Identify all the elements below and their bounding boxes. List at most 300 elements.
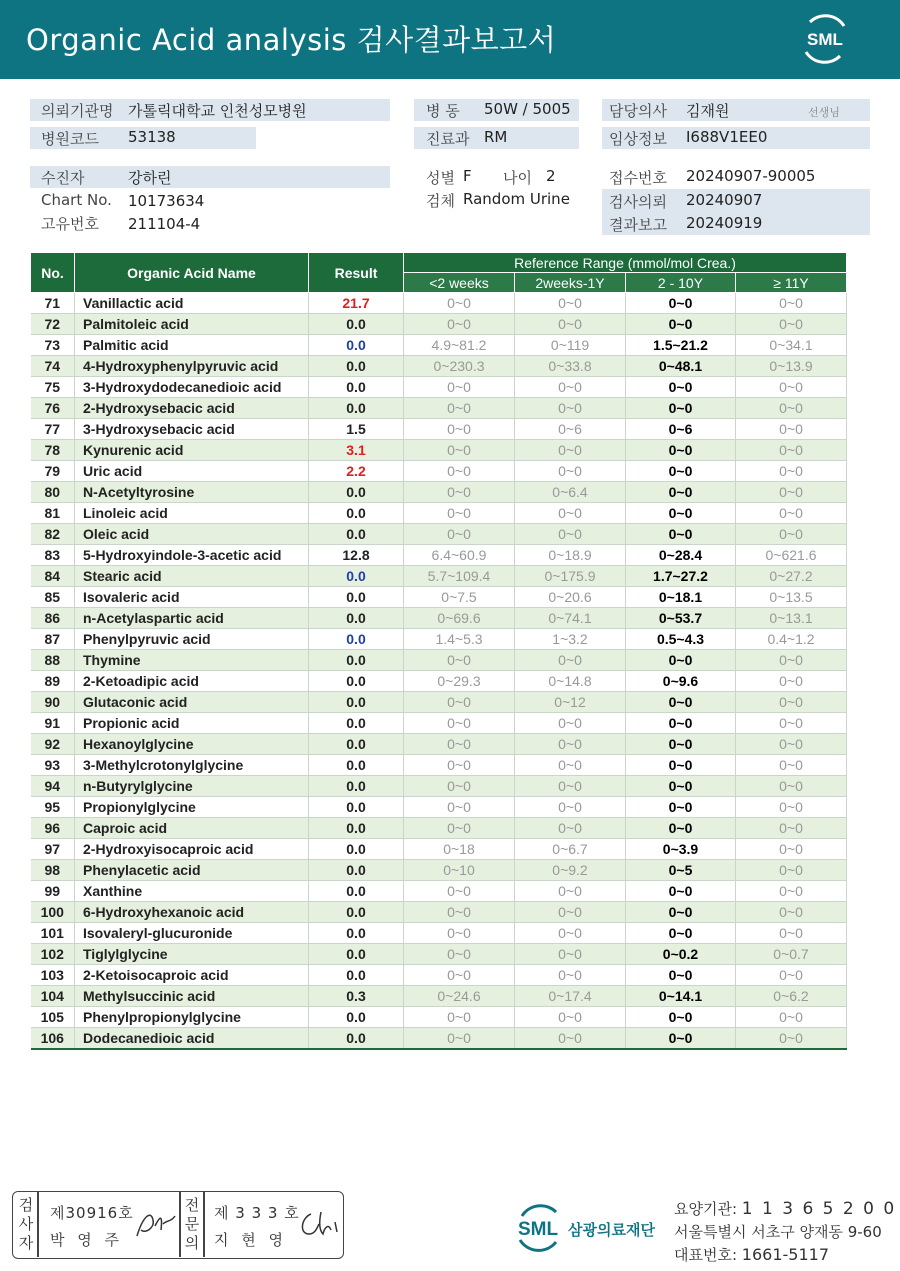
ref-range-2-10y: 0~18.1 [626,587,736,608]
inspector-name: 박 영 주 [50,1231,124,1249]
result-value: 0.0 [309,818,404,839]
ref-range-under-2-weeks: 0~0 [404,755,515,776]
sex-label: 성별 [426,169,455,187]
acid-name: 2-Hydroxysebacic acid [75,398,309,419]
ref-range-2-weeks-1y: 0~0 [515,923,626,944]
specialist-signature [295,1206,341,1242]
ref-range-2-weeks-1y: 0~0 [515,776,626,797]
care-code-label: 요양기관: [674,1200,738,1218]
ref-range-2-10y: 0~0 [626,902,736,923]
ref-range-2-10y: 0~0 [626,797,736,818]
table-row [31,797,847,818]
table-row [31,860,847,881]
ref-range-2-weeks-1y: 0~0 [515,377,626,398]
ref-range-2-weeks-1y: 0~0 [515,293,626,314]
table-row [31,629,847,650]
table-row [31,608,847,629]
result-value: 0.0 [309,965,404,986]
ref-range-under-2-weeks: 1.4~5.3 [404,629,515,650]
row-number: 81 [31,503,75,524]
ref-range-2-weeks-1y: 0~18.9 [515,545,626,566]
specialist-label-text: 전 문 의 [184,1196,200,1252]
header-age-group: 2weeks-1Y [515,273,626,293]
acid-name: Glutaconic acid [75,692,309,713]
table-row [31,503,847,524]
ref-range-under-2-weeks: 0~0 [404,503,515,524]
ref-range-2-weeks-1y: 0~175.9 [515,566,626,587]
result-value: 0.0 [309,671,404,692]
ref-range-11y-plus: 0~27.2 [736,566,847,587]
ref-range-2-weeks-1y: 0~0 [515,818,626,839]
result-value: 0.0 [309,713,404,734]
specimen-label: 검체 [426,192,455,210]
ref-range-under-2-weeks: 5.7~109.4 [404,566,515,587]
row-number: 92 [31,734,75,755]
ref-range-2-weeks-1y: 0~0 [515,503,626,524]
ref-range-2-weeks-1y: 0~0 [515,881,626,902]
row-number: 89 [31,671,75,692]
acid-name: Propionic acid [75,713,309,734]
row-number: 103 [31,965,75,986]
ref-range-2-10y: 0~0 [626,755,736,776]
ref-range-11y-plus: 0~0 [736,881,847,902]
result-value: 0.0 [309,776,404,797]
ref-range-2-10y: 0~0 [626,1007,736,1028]
table-row [31,923,847,944]
acid-name: Linoleic acid [75,503,309,524]
chart-label: Chart No. [41,191,112,209]
ref-range-under-2-weeks: 4.9~81.2 [404,335,515,356]
table-row [31,398,847,419]
table-row [31,650,847,671]
ref-range-under-2-weeks: 0~18 [404,839,515,860]
acid-name: Xanthine [75,881,309,902]
ward-label: 병 동 [426,102,460,120]
ref-range-under-2-weeks: 0~69.6 [404,608,515,629]
row-number: 80 [31,482,75,503]
row-number: 74 [31,356,75,377]
ward-value: 50W / 5005 [484,100,571,118]
ref-range-11y-plus: 0~0 [736,692,847,713]
result-value: 0.0 [309,734,404,755]
row-number: 94 [31,776,75,797]
acid-name: 6-Hydroxyhexanoic acid [75,902,309,923]
ref-range-2-10y: 0~0 [626,713,736,734]
receipt-value: 20240907-90005 [686,167,816,185]
ref-range-11y-plus: 0~0 [736,398,847,419]
acid-name: Stearic acid [75,566,309,587]
result-value: 0.0 [309,1007,404,1028]
ref-range-11y-plus: 0~13.1 [736,608,847,629]
ref-range-2-weeks-1y: 0~6 [515,419,626,440]
result-value: 0.0 [309,650,404,671]
ref-range-under-2-weeks: 0~0 [404,419,515,440]
ref-range-under-2-weeks: 0~0 [404,1028,515,1049]
result-value: 21.7 [309,293,404,314]
request-value: 20240907 [686,191,763,209]
ref-range-11y-plus: 0~0 [736,713,847,734]
ref-range-2-10y: 0~0 [626,734,736,755]
ref-range-11y-plus: 0~0 [736,839,847,860]
acid-name: Vanillactic acid [75,293,309,314]
result-value: 0.0 [309,839,404,860]
ref-range-11y-plus: 0~0 [736,650,847,671]
ref-range-2-weeks-1y: 0~9.2 [515,860,626,881]
ref-range-under-2-weeks: 0~0 [404,398,515,419]
ref-range-2-10y: 0~0 [626,1028,736,1049]
ref-range-11y-plus: 0~0 [736,293,847,314]
clinical-value: I688V1EE0 [686,128,768,146]
acid-name: 4-Hydroxyphenylpyruvic acid [75,356,309,377]
unique-value: 211104-4 [128,215,201,233]
row-number: 95 [31,797,75,818]
ref-range-2-weeks-1y: 0~0 [515,734,626,755]
table-row [31,839,847,860]
ref-range-2-10y: 0~6 [626,419,736,440]
ref-range-11y-plus: 0~0 [736,797,847,818]
sml-logo-icon [796,12,854,66]
ref-range-2-weeks-1y: 0~0 [515,902,626,923]
inspector-license: 제30916호 [50,1204,134,1222]
ref-range-2-weeks-1y: 0~33.8 [515,356,626,377]
row-number: 72 [31,314,75,335]
age-value: 2 [546,167,556,185]
doctor-label: 담당의사 [609,102,667,120]
divider [37,1192,39,1257]
ref-range-11y-plus: 0~0 [736,776,847,797]
acid-name: 2-Ketoadipic acid [75,671,309,692]
ref-range-2-10y: 0~0 [626,776,736,797]
row-number: 85 [31,587,75,608]
ref-range-11y-plus: 0~0 [736,671,847,692]
row-number: 105 [31,1007,75,1028]
dept-value: RM [484,128,508,146]
ref-range-2-10y: 0.5~4.3 [626,629,736,650]
ref-range-2-10y: 0~0 [626,692,736,713]
report-value: 20240919 [686,214,763,232]
table-row [31,713,847,734]
table-row [31,818,847,839]
ref-range-2-10y: 0~3.9 [626,839,736,860]
ref-range-2-10y: 1.5~21.2 [626,335,736,356]
patient-value: 강하린 [128,169,172,187]
request-label: 검사의뢰 [609,193,667,211]
row-number: 86 [31,608,75,629]
row-number: 101 [31,923,75,944]
care-code [674,1198,896,1219]
acid-name: Dodecanedioic acid [75,1028,309,1049]
institution-value: 가톨릭대학교 인천성모병원 [128,102,307,120]
result-value: 0.0 [309,692,404,713]
header-age-group: 2 - 10Y [626,273,736,293]
chart-value: 10173634 [128,192,205,210]
acid-name: Uric acid [75,461,309,482]
table-row [31,944,847,965]
header-ref-range: Reference Range (mmol/mol Crea.) [404,253,847,273]
ref-range-11y-plus: 0~0 [736,818,847,839]
result-value: 0.0 [309,944,404,965]
acid-name: Phenylpropionylglycine [75,1007,309,1028]
ref-range-2-10y: 0~0 [626,524,736,545]
ref-range-11y-plus: 0~0 [736,461,847,482]
table-row [31,545,847,566]
ref-range-2-weeks-1y: 0~12 [515,692,626,713]
ref-range-2-weeks-1y: 0~0 [515,314,626,335]
ref-range-under-2-weeks: 0~230.3 [404,356,515,377]
ref-range-2-weeks-1y: 0~0 [515,755,626,776]
header-result: Result [309,253,404,293]
ref-range-11y-plus: 0~13.9 [736,356,847,377]
table-row [31,692,847,713]
ref-range-2-10y: 0~0 [626,965,736,986]
acid-name: Palmitic acid [75,335,309,356]
ref-range-2-10y: 1.7~27.2 [626,566,736,587]
ref-range-11y-plus: 0~621.6 [736,545,847,566]
row-number: 79 [31,461,75,482]
table-row [31,965,847,986]
table-row [31,734,847,755]
acid-name: Thymine [75,650,309,671]
table-row [31,587,847,608]
acid-name: 2-Ketoisocaproic acid [75,965,309,986]
acid-name: N-Acetyltyrosine [75,482,309,503]
result-value: 0.0 [309,923,404,944]
ref-range-11y-plus: 0~0 [736,965,847,986]
institution-label: 의뢰기관명 [41,102,114,120]
ref-range-11y-plus: 0~0 [736,314,847,335]
ref-range-2-10y: 0~0 [626,398,736,419]
ref-range-under-2-weeks: 0~0 [404,797,515,818]
ref-range-under-2-weeks: 0~0 [404,776,515,797]
acid-name: Caproic acid [75,818,309,839]
header-age-group: <2 weeks [404,273,515,293]
row-number: 71 [31,293,75,314]
ref-range-2-10y: 0~28.4 [626,545,736,566]
ref-range-2-10y: 0~0 [626,881,736,902]
unique-label: 고유번호 [41,215,99,233]
header-name: Organic Acid Name [75,253,309,293]
acid-name: Isovaleric acid [75,587,309,608]
ref-range-under-2-weeks: 0~24.6 [404,986,515,1007]
ref-range-11y-plus: 0~0 [736,524,847,545]
ref-range-2-weeks-1y: 1~3.2 [515,629,626,650]
ref-range-under-2-weeks: 0~0 [404,818,515,839]
table-row [31,440,847,461]
ref-range-2-weeks-1y: 0~0 [515,713,626,734]
ref-range-2-10y: 0~0 [626,461,736,482]
result-value: 0.3 [309,986,404,1007]
result-value: 0.0 [309,566,404,587]
ref-range-2-weeks-1y: 0~0 [515,440,626,461]
table-row [31,314,847,335]
acid-name: n-Butyrylglycine [75,776,309,797]
specialist-label [181,1196,203,1253]
acid-name: n-Acetylaspartic acid [75,608,309,629]
row-number: 87 [31,629,75,650]
result-value: 0.0 [309,587,404,608]
svg-text:SML: SML [517,1219,559,1240]
doctor-suffix: 선생님 [808,106,840,119]
ref-range-11y-plus: 0~0 [736,482,847,503]
acid-name: 3-Methylcrotonylglycine [75,755,309,776]
ref-range-11y-plus: 0~0 [736,419,847,440]
result-value: 0.0 [309,335,404,356]
ref-range-2-weeks-1y: 0~0 [515,650,626,671]
table-row [31,377,847,398]
ref-range-2-weeks-1y: 0~0 [515,461,626,482]
row-number: 102 [31,944,75,965]
ref-range-under-2-weeks: 0~10 [404,860,515,881]
ref-range-under-2-weeks: 0~0 [404,923,515,944]
ref-range-11y-plus: 0~0 [736,923,847,944]
result-value: 3.1 [309,440,404,461]
acid-name: Kynurenic acid [75,440,309,461]
clinical-label: 임상정보 [609,130,667,148]
result-value: 0.0 [309,797,404,818]
ref-range-11y-plus: 0~0 [736,440,847,461]
ref-range-under-2-weeks: 0~0 [404,965,515,986]
acid-name: Isovaleryl-glucuronide [75,923,309,944]
ref-range-2-weeks-1y: 0~0 [515,965,626,986]
table-row [31,902,847,923]
result-value: 0.0 [309,1028,404,1049]
table-row [31,755,847,776]
row-number: 96 [31,818,75,839]
ref-range-2-10y: 0~0 [626,650,736,671]
row-number: 78 [31,440,75,461]
ref-range-under-2-weeks: 0~0 [404,314,515,335]
ref-range-11y-plus: 0~0 [736,377,847,398]
acid-name: Tiglylglycine [75,944,309,965]
ref-range-11y-plus: 0~0 [736,1028,847,1049]
ref-range-2-10y: 0~0 [626,818,736,839]
ref-range-under-2-weeks: 0~0 [404,524,515,545]
table-row [31,356,847,377]
inspector-signature [133,1206,177,1242]
ref-range-under-2-weeks: 0~0 [404,377,515,398]
acid-name: Palmitoleic acid [75,314,309,335]
acid-name: 5-Hydroxyindole-3-acetic acid [75,545,309,566]
ref-range-11y-plus: 0.4~1.2 [736,629,847,650]
ref-range-2-weeks-1y: 0~0 [515,1028,626,1049]
ref-range-2-weeks-1y: 0~0 [515,1007,626,1028]
ref-range-under-2-weeks: 0~7.5 [404,587,515,608]
result-value: 0.0 [309,755,404,776]
ref-range-11y-plus: 0~13.5 [736,587,847,608]
signature-box [12,1191,344,1259]
ref-range-2-10y: 0~53.7 [626,608,736,629]
phone [674,1244,829,1265]
ref-range-under-2-weeks: 0~0 [404,713,515,734]
report-header [0,0,900,79]
row-number: 75 [31,377,75,398]
sex-value: F [463,167,472,185]
row-number: 97 [31,839,75,860]
ref-range-under-2-weeks: 0~0 [404,734,515,755]
ref-range-under-2-weeks: 0~0 [404,461,515,482]
sml-foundation-logo-icon [510,1198,660,1258]
row-number: 91 [31,713,75,734]
result-value: 0.0 [309,356,404,377]
header-no: No. [31,253,75,293]
result-value: 0.0 [309,881,404,902]
acid-name: Phenylacetic acid [75,860,309,881]
table-row [31,776,847,797]
ref-range-under-2-weeks: 6.4~60.9 [404,545,515,566]
row-number: 82 [31,524,75,545]
table-row [31,461,847,482]
result-value: 0.0 [309,377,404,398]
age-label: 나이 [503,169,532,187]
row-number: 98 [31,860,75,881]
acid-name: Oleic acid [75,524,309,545]
row-number: 106 [31,1028,75,1049]
table-row [31,1028,847,1049]
table-row [31,986,847,1007]
report-title: Organic Acid analysis 검사결과보고서 [26,23,557,57]
acid-name: 3-Hydroxysebacic acid [75,419,309,440]
report-label: 결과보고 [609,216,667,234]
ref-range-2-10y: 0~0 [626,503,736,524]
receipt-label: 접수번호 [609,169,667,187]
table-row [31,881,847,902]
phone-value: 1661-5117 [741,1245,830,1264]
ref-range-11y-plus: 0~0.7 [736,944,847,965]
address: 서울특별시 서초구 양재동 9-60 [674,1223,882,1241]
doctor-value: 김재원 [686,102,730,120]
table-row [31,419,847,440]
specialist-license: 제 3 3 3 호 [214,1204,300,1222]
result-value: 2.2 [309,461,404,482]
row-number: 83 [31,545,75,566]
acid-name: 3-Hydroxydodecanedioic acid [75,377,309,398]
ref-range-2-weeks-1y: 0~0 [515,398,626,419]
ref-range-2-10y: 0~5 [626,860,736,881]
result-value: 1.5 [309,419,404,440]
ref-range-11y-plus: 0~0 [736,860,847,881]
result-value: 0.0 [309,503,404,524]
ref-range-11y-plus: 0~6.2 [736,986,847,1007]
row-number: 77 [31,419,75,440]
row-number: 84 [31,566,75,587]
svg-text:SML: SML [807,30,843,49]
acid-name: 2-Hydroxyisocaproic acid [75,839,309,860]
ref-range-under-2-weeks: 0~0 [404,440,515,461]
ref-range-under-2-weeks: 0~29.3 [404,671,515,692]
ref-range-2-10y: 0~0 [626,293,736,314]
patient-label: 수진자 [41,169,85,187]
ref-range-2-10y: 0~14.1 [626,986,736,1007]
ref-range-2-10y: 0~48.1 [626,356,736,377]
divider [203,1192,205,1257]
ref-range-under-2-weeks: 0~0 [404,1007,515,1028]
ref-range-2-10y: 0~0 [626,482,736,503]
ref-range-11y-plus: 0~0 [736,902,847,923]
result-value: 0.0 [309,524,404,545]
table-row [31,566,847,587]
ref-range-2-10y: 0~0 [626,440,736,461]
row-number: 90 [31,692,75,713]
ref-range-2-weeks-1y: 0~0 [515,797,626,818]
phone-label: 대표번호: [674,1246,738,1264]
ref-range-2-weeks-1y: 0~14.8 [515,671,626,692]
ref-range-11y-plus: 0~0 [736,734,847,755]
acid-name: Propionylglycine [75,797,309,818]
specialist-name: 지 현 영 [214,1231,288,1249]
ref-range-under-2-weeks: 0~0 [404,944,515,965]
inspector-label-text: 검 사 자 [18,1196,34,1252]
table-row [31,482,847,503]
